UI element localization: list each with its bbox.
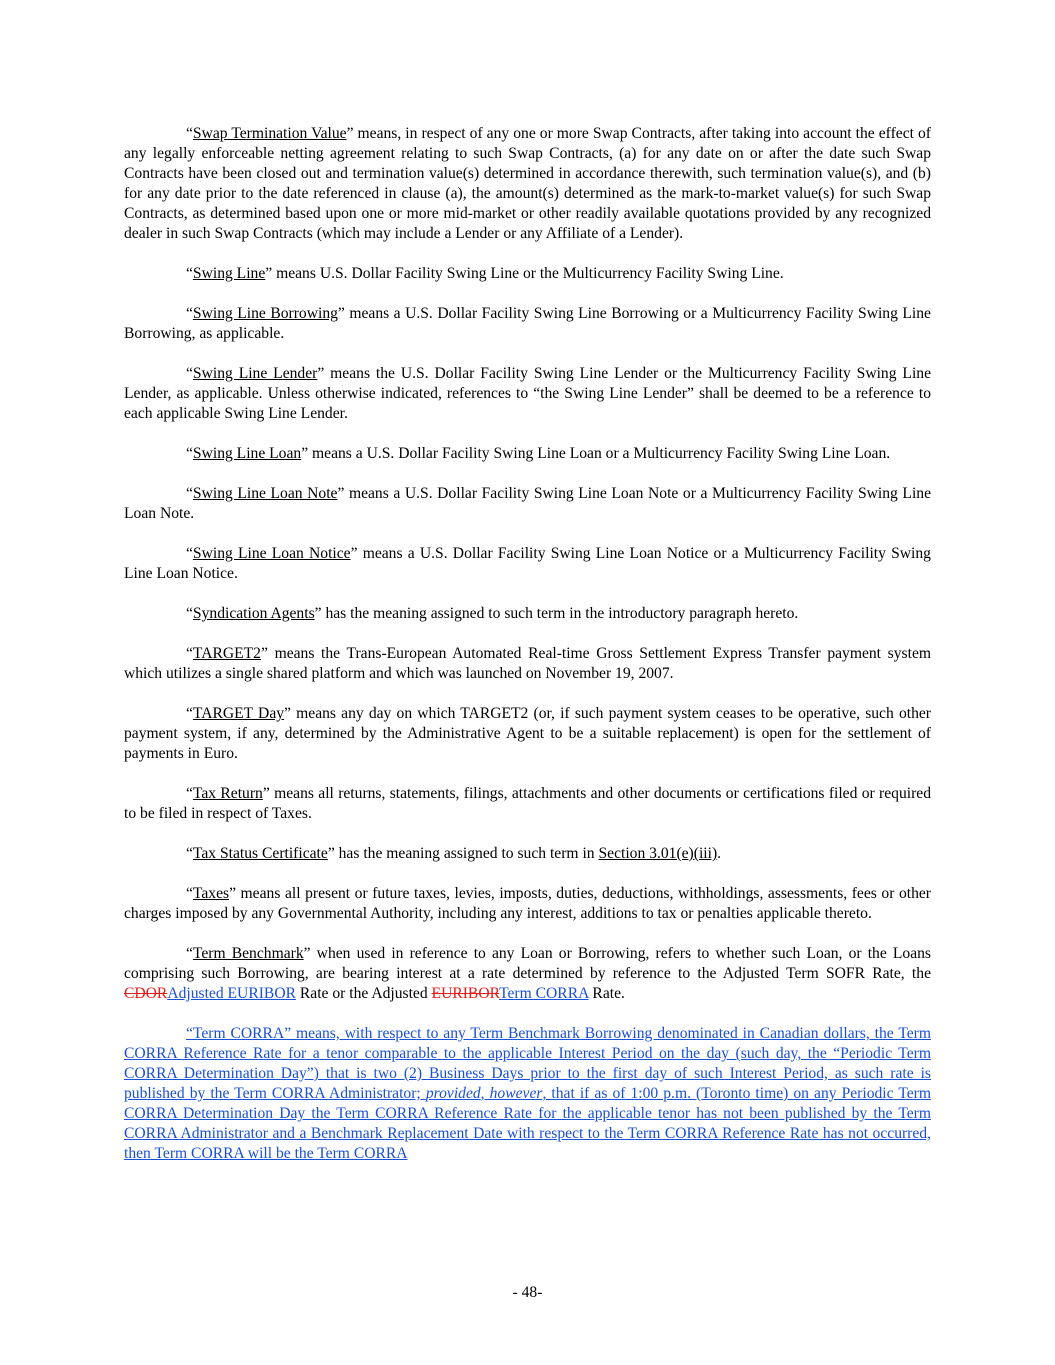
defined-term: Swing Line Lender: [192, 365, 318, 382]
definition-target-day: “TARGET Day” means any day on which TARGET2 (or, if such payment system ceases to be operative, such other payment system, if any, determined by the Administrative Agent to be a suitable replacement) is open for the settlement of payments in Euro.: [124, 705, 931, 762]
definition-text: ” means U.S. Dollar Facility Swing Line or the Multicurrency Facility Swing Line.: [265, 265, 784, 282]
defined-term: Taxes: [192, 885, 230, 902]
definition-term-benchmark: “Term Benchmark” when used in reference to any Loan or Borrowing, refers to whether such Loan, or the Loans comprising such Borrowing, are bearing interest at a rate determined by reference to the Adjusted Term SOFR Rate, the CDORAdjusted EURIBOR Rate or the Adjusted EURIBORTerm CORRA Rate.: [124, 945, 931, 1002]
defined-term: Swing Line Loan Note: [192, 485, 338, 502]
section-reference-link[interactable]: Section 3.01(e)(iii): [598, 845, 718, 862]
definition-text: ” means a U.S. Dollar Facility Swing Line Loan Notice or a Multicurrency Facility Swing Line Loan Notice.: [124, 545, 931, 582]
inserted-text: Adjusted EURIBOR: [167, 985, 296, 1002]
definition-tax-status-certificate: “Tax Status Certificate” has the meaning assigned to such term in Section 3.01(e)(iii).: [186, 845, 722, 862]
definition-syndication-agents: “Syndication Agents” has the meaning assigned to such term in the introductory paragraph hereto.: [186, 605, 799, 622]
definition-swing-line-loan: “Swing Line Loan” means a U.S. Dollar Facility Swing Line Loan or a Multicurrency Facility Swing Line Loan.: [186, 445, 891, 462]
definition-text: ” means the Trans-European Automated Real-time Gross Settlement Express Transfer payment system which utilizes a single shared platform and which was launched on November 19, 2007.: [124, 645, 931, 682]
definition-text: ” means a U.S. Dollar Facility Swing Line Borrowing or a Multicurrency Facility Swing Line Borrowing, as applicable.: [124, 305, 931, 342]
definition-text: ” means all returns, statements, filings, attachments and other documents or certifications filed or required to be filed in respect of Taxes.: [124, 785, 931, 822]
definition-swing-line-loan-notice: “Swing Line Loan Notice” means a U.S. Dollar Facility Swing Line Loan Notice or a Multicurrency Facility Swing Line Loan Notice.: [124, 545, 931, 582]
definition-target2: “TARGET2” means the Trans-European Automated Real-time Gross Settlement Express Transfer payment system which utilizes a single shared platform and which was launched on November 19, 2007.: [124, 645, 931, 682]
definition-text: ” means all present or future taxes, levies, imposts, duties, deductions, withholdings, assessments, fees or other charges imposed by any Governmental Authority, including any interest, additions to tax or penalties applicable thereto.: [124, 885, 931, 922]
defined-term: Tax Status Certificate: [192, 845, 328, 862]
definition-text: ” means, in respect of any one or more Swap Contracts, after taking into account the effect of any legally enforceable netting agreement relating to such Swap Contracts, (a) for any date on or after the date such Swap Contracts have been closed out and termination value(s) determined in accordance therewith, such termination value(s), and (b) for any date prior to the date referenced in clause (a), the amount(s) determined as the mark-to-market value(s) for such Swap Contracts, as determined based upon one or more mid-market or other readily available quotations provided by any recognized dealer in such Swap Contracts (which may include a Lender or any Affiliate of a Lender).: [124, 125, 931, 242]
defined-term: Swing Line: [192, 265, 266, 282]
definition-text: ” has the meaning assigned to such term in the introductory paragraph hereto.: [314, 605, 799, 622]
definition-text: ” means any day on which TARGET2 (or, if such payment system ceases to be operative, such other payment system, if any, determined by the Administrative Agent to be a suitable replacement) is open for the settlement of payments in Euro.: [124, 705, 931, 762]
defined-term: Term Benchmark: [192, 945, 304, 962]
defined-term: Tax Return: [192, 785, 263, 802]
definition-swing-line-borrowing: “Swing Line Borrowing” means a U.S. Dollar Facility Swing Line Borrowing or a Multicurrency Facility Swing Line Borrowing, as applicable.: [124, 305, 931, 342]
definition-text: ” when used in reference to any Loan or Borrowing, refers to whether such Loan, or the Loans comprising such Borrowing, are bearing interest at a rate determined by reference to the Adjusted Term SOFR Rate, the: [124, 945, 931, 982]
definition-text: ” has the meaning assigned to such term in: [327, 845, 599, 862]
definition-text: ” means a U.S. Dollar Facility Swing Line Loan or a Multicurrency Facility Swing Line Loan.: [301, 445, 891, 462]
definition-text: ” means the U.S. Dollar Facility Swing Line Lender or the Multicurrency Facility Swing Line Lender, as applicable. Unless otherwise indicated, references to “the Swing Line Lender” shall be deemed to be a reference to each applicable Swing Line Lender.: [124, 365, 931, 422]
defined-term: Swing Line Borrowing: [192, 305, 338, 322]
deleted-text: CDOR: [124, 985, 168, 1002]
definition-swap-termination-value: “Swap Termination Value” means, in respect of any one or more Swap Contracts, after taking into account the effect of any legally enforceable netting agreement relating to such Swap Contracts, (a) for any date on or after the date such Swap Contracts have been closed out and termination value(s) determined in accordance therewith, such termination value(s), and (b) for any date prior to the date referenced in clause (a), the amount(s) determined as the mark-to-market value(s) for such Swap Contracts, as determined based upon one or more mid-market or other readily available quotations provided by any recognized dealer in such Swap Contracts (which may include a Lender or any Affiliate of a Lender).: [124, 125, 931, 242]
defined-term: Swing Line Loan: [192, 445, 302, 462]
page-number: - 48-: [512, 1284, 543, 1301]
definition-term-corra-inserted: “Term CORRA” means, with respect to any Term Benchmark Borrowing denominated in Canadian dollars, the Term CORRA Reference Rate for a tenor comparable to the applicable Interest Period on the day (such day, the “Periodic Term CORRA Determination Day”) that is two (2) Business Days prior to the first day of such Interest Period, as such rate is published by the Term CORRA Administrator; provided, however, that if as of 1:00 p.m. (Toronto time) on any Periodic Term CORRA Determination Day the Term CORRA Reference Rate for the applicable tenor has not been published by the Term CORRA Administrator and a Benchmark Replacement Date with respect to the Term CORRA Reference Rate has not occurred, then Term CORRA will be the Term CORRA: [124, 1025, 931, 1162]
document-page: [124, 124, 931, 1184]
definition-text: ” means a U.S. Dollar Facility Swing Line Loan Note or a Multicurrency Facility Swing Line Loan Note.: [124, 485, 932, 522]
defined-term: Swap Termination Value: [192, 125, 347, 142]
definition-swing-line-lender: “Swing Line Lender” means the U.S. Dollar Facility Swing Line Lender or the Multicurrency Facility Swing Line Lender, as applicable. Unless otherwise indicated, references to “the Swing Line Lender” shall be deemed to be a reference to each applicable Swing Line Lender.: [124, 365, 931, 422]
defined-term: Syndication Agents: [192, 605, 315, 622]
definition-taxes: “Taxes” means all present or future taxes, levies, imposts, duties, deductions, withholdings, assessments, fees or other charges imposed by any Governmental Authority, including any interest, additions to tax or penalties applicable thereto.: [124, 885, 931, 922]
defined-term: TARGET2: [192, 645, 261, 662]
definition-swing-line-loan-note: “Swing Line Loan Note” means a U.S. Dollar Facility Swing Line Loan Note or a Multicurrency Facility Swing Line Loan Note.: [124, 485, 932, 522]
definition-swing-line: “Swing Line” means U.S. Dollar Facility Swing Line or the Multicurrency Facility Swing Line.: [186, 265, 784, 282]
definition-tax-return: “Tax Return” means all returns, statements, filings, attachments and other documents or certifications filed or required to be filed in respect of Taxes.: [124, 785, 931, 822]
defined-term: TARGET Day: [192, 705, 285, 722]
defined-term: Swing Line Loan Notice: [192, 545, 351, 562]
inserted-text: Term CORRA: [499, 985, 589, 1002]
deleted-text: EURIBOR: [431, 985, 500, 1002]
